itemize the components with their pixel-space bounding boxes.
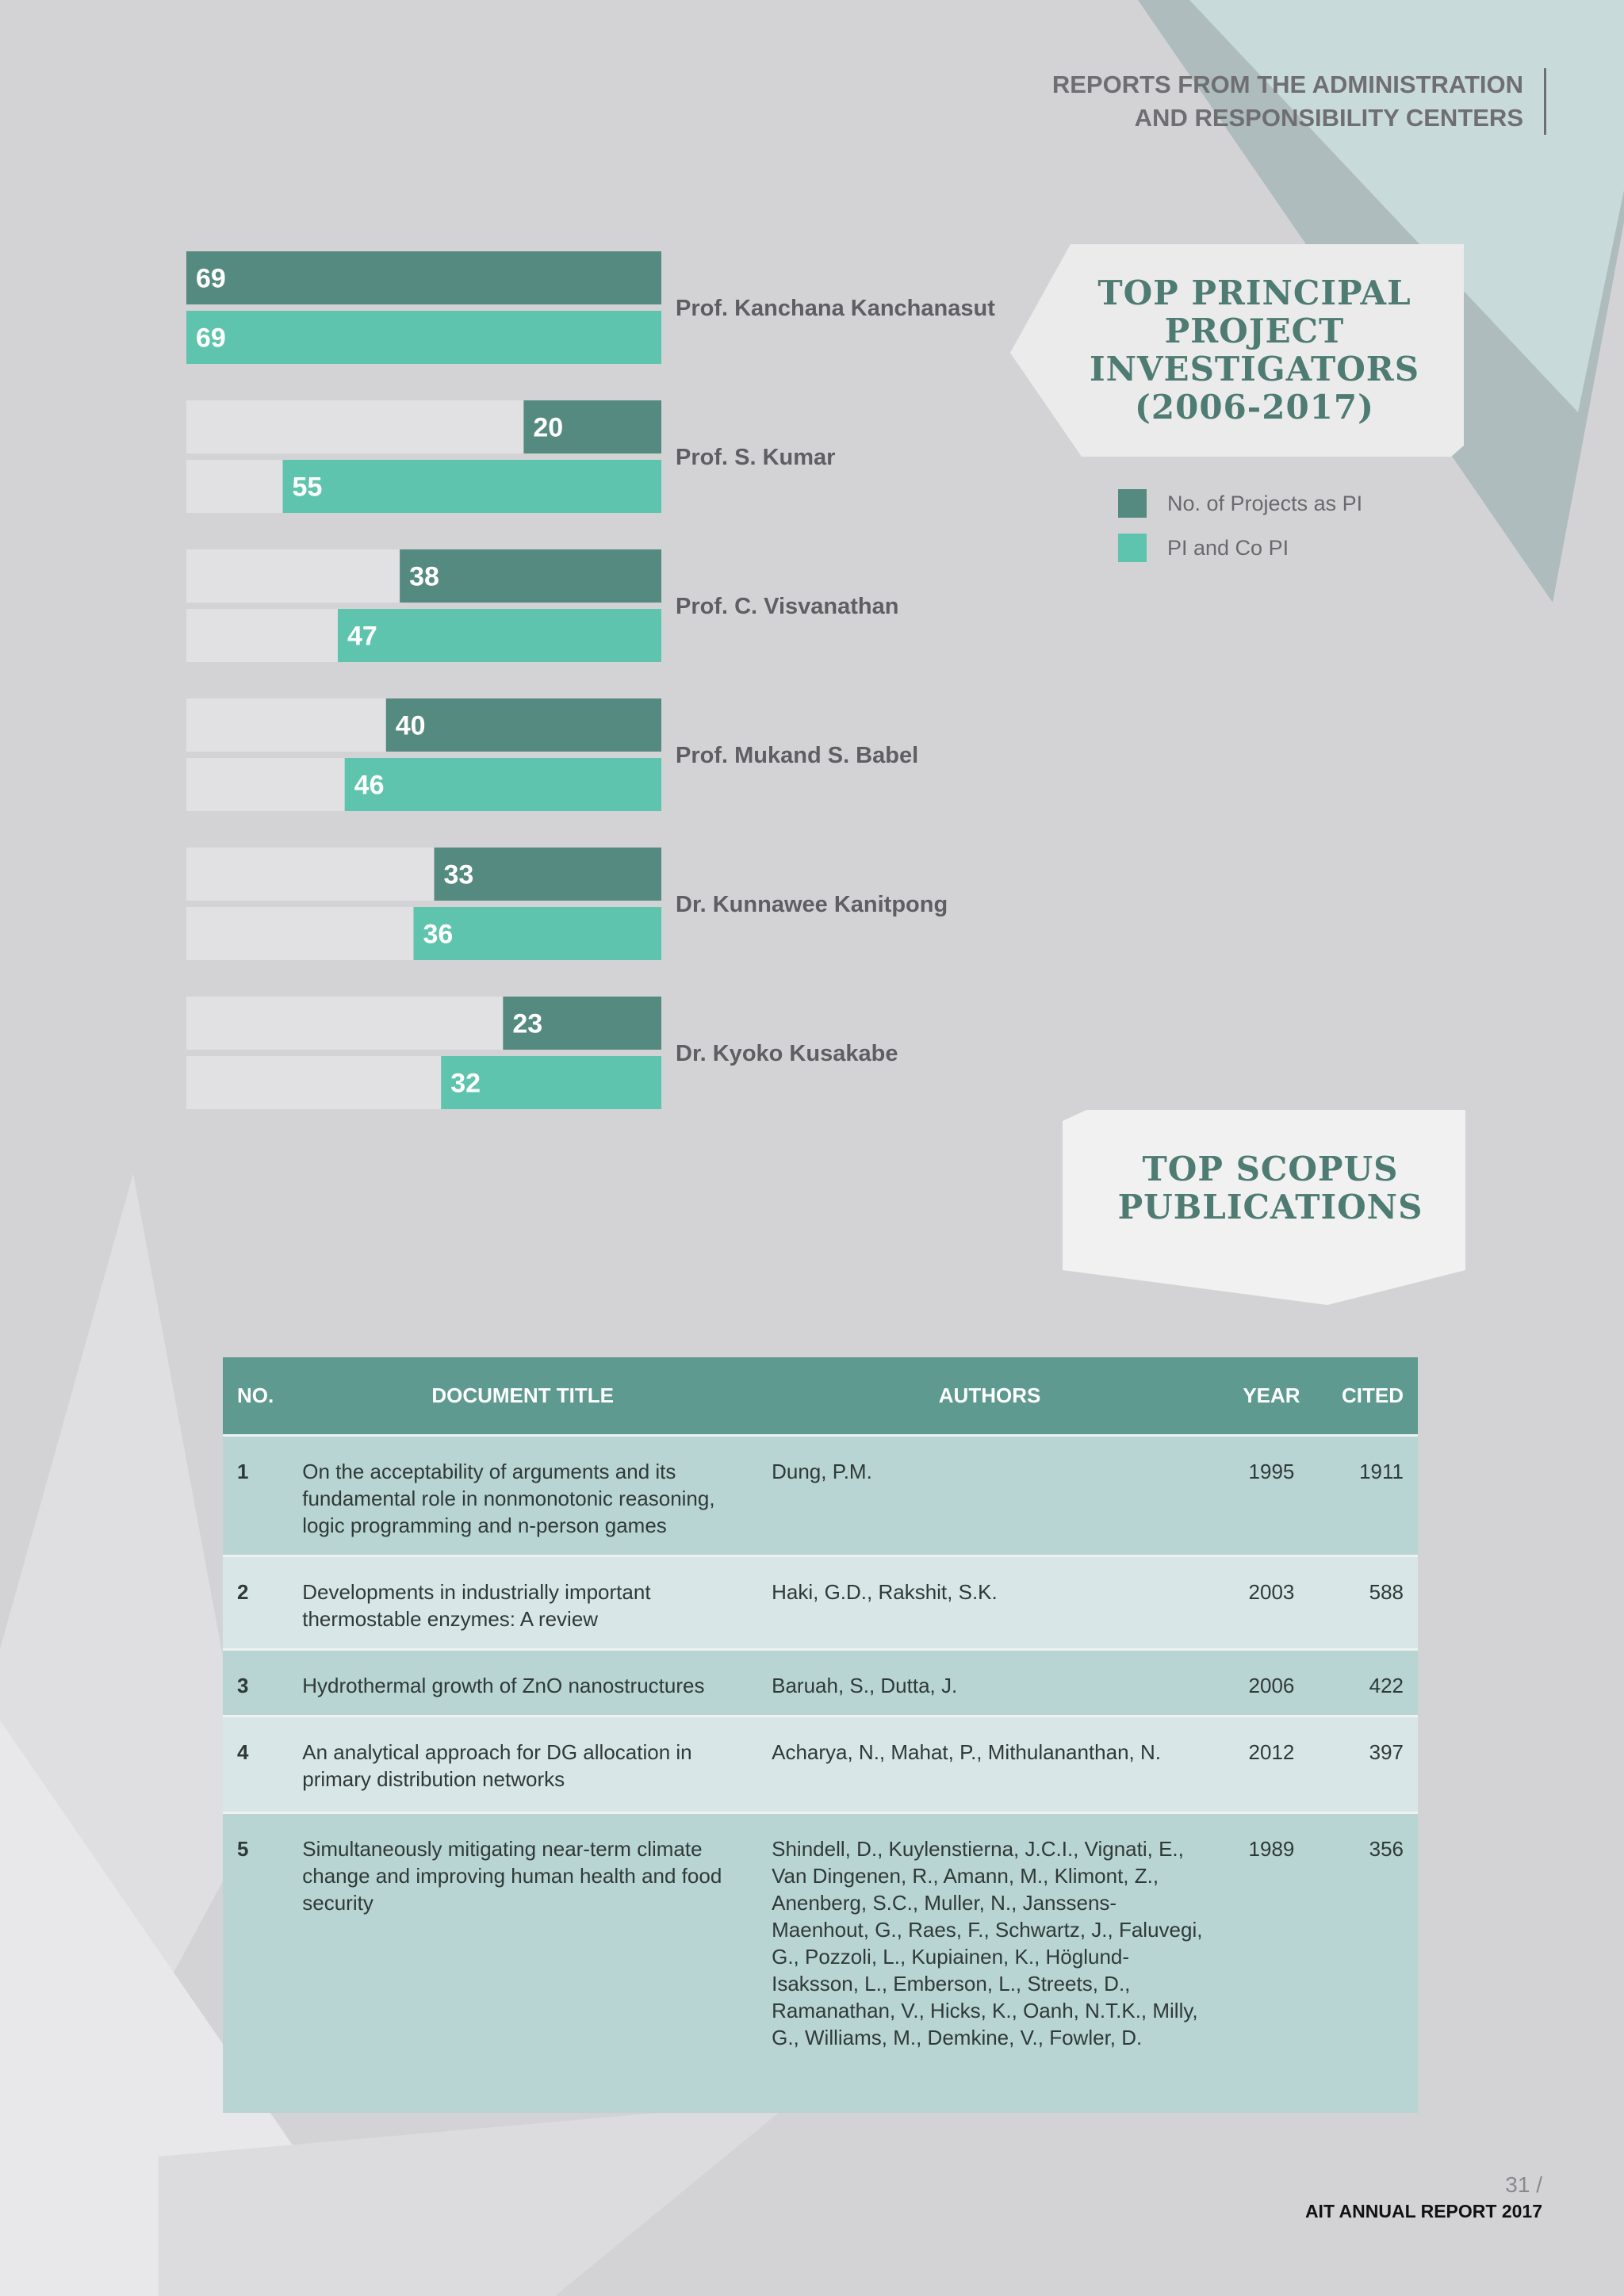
section-header xyxy=(1052,68,1546,135)
report-name: AIT ANNUAL REPORT 2017 xyxy=(1304,2201,1542,2221)
cell-year: 1995 xyxy=(1222,1436,1321,1556)
page-footer xyxy=(1305,2172,1542,2222)
col-header-title: DOCUMENT TITLE xyxy=(288,1357,757,1436)
category-label: Prof. Kanchana Kanchanasut xyxy=(676,296,995,321)
chart-legend xyxy=(1118,488,1362,577)
col-header-no: NO. xyxy=(223,1357,288,1436)
bar-value-label: 20 xyxy=(533,412,564,443)
bar xyxy=(186,251,661,304)
cell-no: 5 xyxy=(223,1813,288,2113)
cell-authors: Dung, P.M. xyxy=(757,1436,1222,1556)
cell-authors: Baruah, S., Dutta, J. xyxy=(757,1650,1222,1716)
cell-title: On the acceptability of arguments and its fundamental role in nonmonotonic reasoning, logic programming and n-person games xyxy=(288,1436,757,1556)
legend-swatch-co-pi xyxy=(1118,534,1147,562)
bar-value-label: 38 xyxy=(409,561,439,592)
col-header-authors: AUTHORS xyxy=(757,1357,1222,1436)
table-row xyxy=(223,1556,1418,1650)
cell-title: Hydrothermal growth of ZnO nanostructures xyxy=(288,1650,757,1716)
bar-value-label: 46 xyxy=(354,770,385,801)
bar xyxy=(345,758,661,811)
cell-title: Developments in industrially important thermostable enzymes: A review xyxy=(288,1556,757,1650)
cell-cited: 397 xyxy=(1321,1716,1418,1813)
col-header-year: YEAR xyxy=(1222,1357,1321,1436)
col-header-cited: CITED xyxy=(1321,1357,1418,1436)
cell-cited: 1911 xyxy=(1321,1436,1418,1556)
pi-bar-chart xyxy=(0,0,1031,1150)
table-row xyxy=(223,1813,1418,2113)
cell-cited: 356 xyxy=(1321,1813,1418,2113)
bar-value-label: 23 xyxy=(512,1008,543,1039)
table-header-row xyxy=(223,1357,1418,1436)
cell-title: Simultaneously mitigating near-term climate change and improving human health and food security xyxy=(288,1813,757,2113)
cell-year: 2003 xyxy=(1222,1556,1321,1650)
bar-value-label: 32 xyxy=(450,1068,481,1099)
table-row xyxy=(223,1650,1418,1716)
bar-value-label: 69 xyxy=(196,323,226,354)
cell-title: An analytical approach for DG allocation in primary distribution networks xyxy=(288,1716,757,1813)
page-number: 31 / xyxy=(1505,2172,1542,2197)
header-line-2: AND RESPONSIBILITY CENTERS xyxy=(1134,104,1523,132)
pi-section-title xyxy=(1072,274,1437,427)
pi-title-line: TOP PRINCIPAL xyxy=(1097,274,1411,312)
cell-year: 2012 xyxy=(1222,1716,1321,1813)
legend-label-pi: No. of Projects as PI xyxy=(1167,491,1363,515)
bar-value-label: 36 xyxy=(423,919,454,950)
table-row xyxy=(223,1436,1418,1556)
legend-item-pi xyxy=(1118,488,1362,519)
publications-table-wrapper xyxy=(223,1357,1418,2113)
legend-item-co-pi xyxy=(1118,533,1362,563)
legend-swatch-pi xyxy=(1118,489,1147,518)
cell-no: 2 xyxy=(223,1556,288,1650)
pi-title-line: (2006-2017) xyxy=(1135,388,1374,427)
cell-cited: 588 xyxy=(1321,1556,1418,1650)
cell-year: 2006 xyxy=(1222,1650,1321,1716)
category-label: Prof. C. Visvanathan xyxy=(676,594,899,619)
cell-authors: Haki, G.D., Rakshit, S.K. xyxy=(757,1556,1222,1650)
header-line-1: REPORTS FROM THE ADMINISTRATION xyxy=(1051,71,1523,98)
pi-title-line: INVESTIGATORS xyxy=(1089,350,1420,388)
bar-value-label: 69 xyxy=(196,263,226,294)
category-label: Prof. Mukand S. Babel xyxy=(676,743,919,768)
publications-table xyxy=(223,1357,1418,2113)
cell-no: 4 xyxy=(223,1716,288,1813)
cell-cited: 422 xyxy=(1321,1650,1418,1716)
legend-label-co-pi: PI and Co PI xyxy=(1167,535,1289,560)
bar-value-label: 55 xyxy=(292,472,323,503)
pi-title-line: PROJECT xyxy=(1164,312,1345,350)
bar xyxy=(283,460,661,513)
bar xyxy=(186,311,661,364)
scopus-title-line: PUBLICATIONS xyxy=(1117,1188,1423,1226)
scopus-section-title xyxy=(1080,1150,1461,1226)
category-label: Dr. Kyoko Kusakabe xyxy=(676,1041,898,1066)
bar-value-label: 40 xyxy=(395,710,426,741)
bar xyxy=(338,609,661,662)
category-label: Prof. S. Kumar xyxy=(676,445,836,470)
bar-value-label: 33 xyxy=(443,859,474,890)
table-row xyxy=(223,1716,1418,1813)
bar-value-label: 47 xyxy=(347,621,377,652)
cell-no: 1 xyxy=(223,1436,288,1556)
cell-year: 1989 xyxy=(1222,1813,1321,2113)
bar xyxy=(386,698,661,752)
category-label: Dr. Kunnawee Kanitpong xyxy=(676,892,948,917)
cell-no: 3 xyxy=(223,1650,288,1716)
cell-authors: Shindell, D., Kuylenstierna, J.C.I., Vignati, E., Van Dingenen, R., Amann, M., Klimont, Z., Anenberg, S.C., Muller, N., Janssens-Maenhout, G., Raes, F., Schwartz, J., Faluvegi, G., Pozzoli, L., Kupiainen, K., Höglund-Isaksson, L., Emberson, L., Streets, D., Ramanathan, V., Hicks, K., Oanh, N.T.K., Milly, G., Williams, M., Demkine, V., Fowler, D. xyxy=(757,1813,1222,2113)
cell-authors: Acharya, N., Mahat, P., Mithulananthan, N. xyxy=(757,1716,1222,1813)
scopus-title-line: TOP SCOPUS xyxy=(1142,1150,1399,1188)
